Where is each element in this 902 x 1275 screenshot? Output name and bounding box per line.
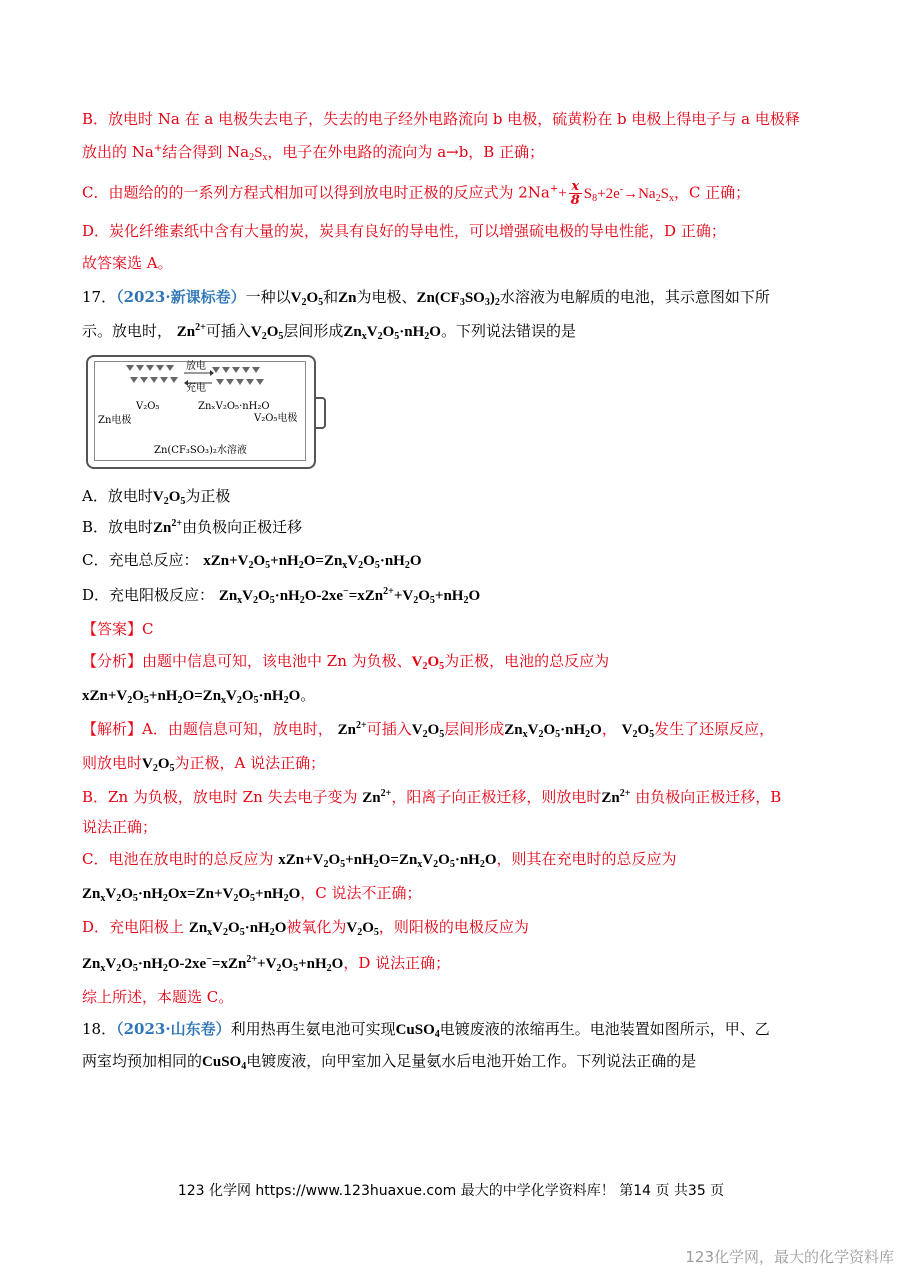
analysis-line1: 【分析】由题中信息可知，该电池中 Zn 为负极、$V_2O_5$为正极，电池的总反应为 — [82, 652, 610, 672]
question-18-line1: 18．（2023·山东卷）利用热再生氨电池可实现CuSO$_4$电镀废液的浓缩再生。电池装置如图所示，甲、乙 — [82, 1020, 770, 1040]
option-c-explanation: C．由题给的的一系列方程式相加可以得到放电时正极的反应式为 2Na++ $\frac{x}{8}$ $S_8+2e^-\to Na_2S_x$，C 正确； — [82, 179, 751, 208]
charge-label: 充电 — [186, 383, 206, 394]
explain-a-line1: 【解析】A．由题信息可知，放电时， $Zn^{2+}$可插入$V_2O_5$层间形成$Zn_xV_2O_5\cdot nH_2O$， $V_2O_5$发生了还原反应， — [82, 720, 775, 740]
znx-v2o5-label: ZnₓV₂O₅·nH₂O — [198, 401, 270, 412]
explain-a-line2: 则放电时$V_2O_5$为正极，A 说法正确； — [82, 754, 326, 774]
explain-b-line1: B．Zn 为负极，放电时 Zn 失去电子变为 $Zn^{2+}$，阳离子向正极迁移，则放电时$Zn^{2+}$ 由负极向正极迁移，B — [82, 788, 782, 806]
question-17-line2: 示。放电时， $Zn^{2+}$可插入$V_2O_5$层间形成$Zn_xV_2O_5\cdot nH_2O$。下列说法错误的是 — [82, 322, 576, 342]
fraction-x-over-8: $\frac{x}{8}$ — [570, 179, 580, 208]
answer-line: 【答案】C — [82, 620, 154, 638]
explain-d-line2: $Zn_xV_2O_5\cdot nH_2O-2xe^-=xZn^{2+}+V_2O_5+nH_2O$，D 说法正确； — [82, 954, 451, 974]
option-a: A．放电时$V_2O_5$为正极 — [82, 487, 231, 507]
question-17-line1: 17．（2023·新课标卷）一种以$V_2O_5$和Zn为电极、$Zn(CF_3SO_3)_2$水溶液为电解质的电池，其示意图如下所 — [82, 288, 770, 308]
option-d: D．充电阳极反应： $Zn_xV_2O_5\cdot nH_2O-2xe^-=xZn^{2+}+V_2O_5+nH_2O$ — [82, 586, 481, 606]
previous-answer: 故答案选 A。 — [82, 254, 173, 272]
explain-d-line1: D．充电阳极上 $Zn_xV_2O_5\cdot nH_2O$被氧化为$V_2O_5$，则阳极的电极反应为 — [82, 918, 529, 938]
page-footer: 123 化学网 https://www.123huaxue.com 最大的中学化学资料库！ 第14 页 共35 页 — [177, 1183, 725, 1199]
question-18-line2: 两室均预加相同的CuSO$_4$电镀废液，向甲室加入足量氨水后电池开始工作。下列说法正确的是 — [82, 1052, 697, 1072]
v2o5-electrode-label: V₂O₅电极 — [254, 413, 298, 424]
explain-c-line2: $Zn_xV_2O_5\cdot nH_2Ox=Zn+V_2O_5+nH_2O$，C 说法不正确； — [82, 884, 422, 904]
explain-summary: 综上所述，本题选 C。 — [82, 988, 234, 1006]
option-d-explanation: D．炭化纤维素纸中含有大量的炭，炭具有良好的导电性，可以增强硫电极的导电性能，D 正确； — [82, 222, 726, 240]
v2o5-label: V₂O₅ — [136, 401, 160, 412]
explain-c-line1: C．电池在放电时的总反应为 $xZn+V_2O_5+nH_2O=Zn_xV_2O_5\cdot nH_2O$，则其在充电时的总反应为 — [82, 850, 677, 870]
option-b: B．放电时$Zn^{2+}$由负极向正极迁移 — [82, 518, 303, 536]
site-watermark: 123化学网，最大的化学资料库 — [685, 1248, 894, 1266]
analysis-line2: $xZn+V_2O_5+nH_2O=Zn_xV_2O_5\cdot nH_2O$。 — [82, 686, 316, 706]
zn-electrode-label: Zn电极 — [98, 415, 132, 426]
battery-diagram — [84, 353, 334, 471]
explain-b-line2: 说法正确； — [82, 818, 158, 836]
electrolyte-label: Zn(CF₃SO₃)₂水溶液 — [154, 445, 247, 456]
option-c: C．充电总反应： $xZn+V_2O_5+nH_2O=Zn_xV_2O_5\cdot nH_2O$ — [82, 551, 422, 571]
option-b-explanation-line1: B．放电时 Na 在 a 电极失去电子，失去的电子经外电路流向 b 电极，硫黄粉在 b 电极上得电子与 a 电极释 — [82, 110, 800, 128]
discharge-label: 放电 — [186, 361, 206, 372]
option-b-explanation-line2: 放出的 Na+结合得到 $Na_2S_x$，电子在外电路的流向为 a→b，B 正确； — [82, 143, 545, 163]
